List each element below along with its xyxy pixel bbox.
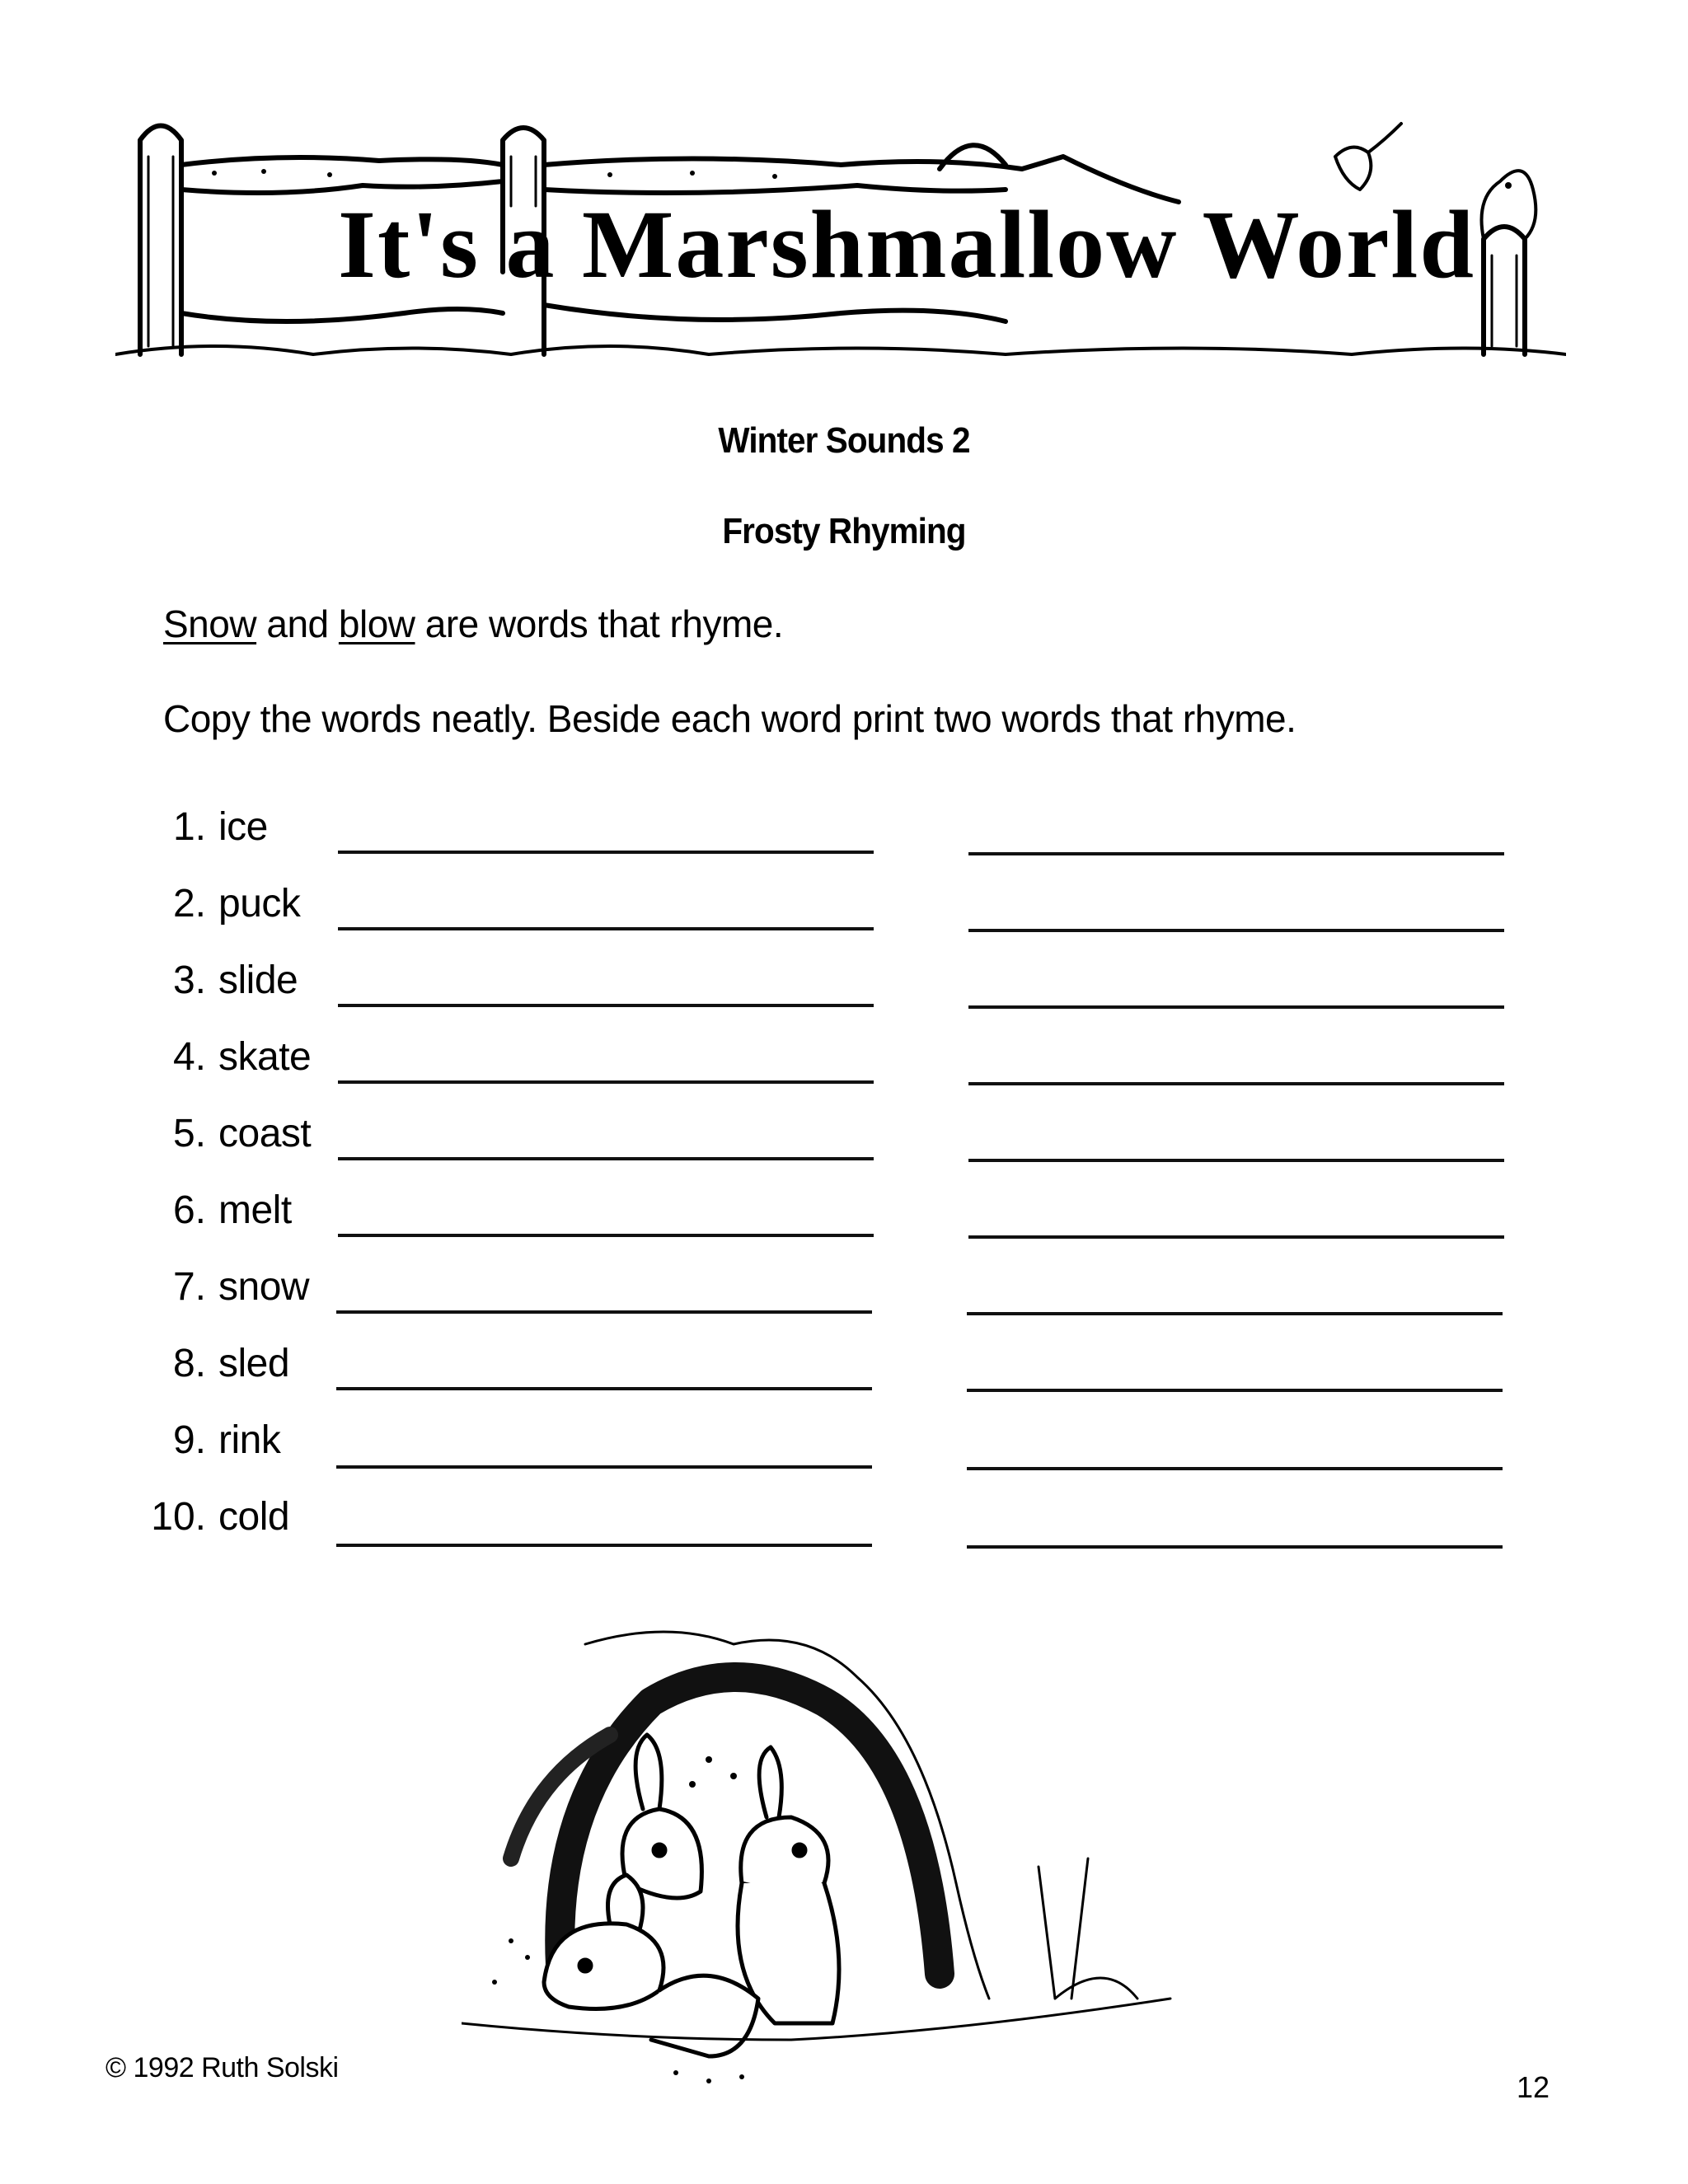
answer-line-copy[interactable]	[338, 1234, 874, 1237]
answer-line-copy[interactable]	[338, 1080, 874, 1084]
answer-line-rhymes[interactable]	[968, 1159, 1504, 1162]
answer-line-rhymes[interactable]	[967, 1545, 1503, 1549]
item-word: sled	[218, 1342, 290, 1385]
banner-title: It's a Marshmallow World	[338, 190, 1475, 298]
item-number: 8.	[172, 1342, 206, 1385]
item-number: 5.	[172, 1112, 206, 1155]
answer-line-rhymes[interactable]	[968, 1005, 1504, 1009]
item-number: 9.	[172, 1418, 206, 1462]
answer-line-copy[interactable]	[336, 1387, 872, 1390]
item-number: 4.	[172, 1035, 206, 1079]
exercise-row	[0, 1188, 1688, 1249]
answer-line-copy[interactable]	[338, 851, 874, 854]
item-number: 3.	[172, 958, 206, 1002]
item-number: 1.	[172, 805, 206, 849]
item-word: skate	[218, 1035, 312, 1079]
item-word: snow	[218, 1265, 310, 1309]
example-word-blow: blow	[338, 602, 415, 645]
answer-line-copy[interactable]	[338, 1157, 874, 1160]
answer-line-rhymes[interactable]	[968, 1235, 1504, 1239]
exercise-row	[0, 958, 1688, 1019]
item-number: 6.	[172, 1188, 206, 1232]
copyright-notice: © 1992 Ruth Solski	[106, 2052, 339, 2083]
answer-line-rhymes[interactable]	[967, 1312, 1503, 1315]
item-word: melt	[218, 1188, 292, 1232]
answer-line-copy[interactable]	[336, 1465, 872, 1469]
exercise-row	[0, 1265, 1688, 1325]
exercise-row	[0, 1497, 1688, 1555]
exercise-row	[0, 1418, 1688, 1479]
item-word: coast	[218, 1112, 312, 1155]
answer-line-rhymes[interactable]	[968, 1082, 1504, 1085]
answer-line-copy[interactable]	[338, 1004, 874, 1007]
answer-line-rhymes[interactable]	[967, 1389, 1503, 1392]
exercise-row	[0, 1035, 1688, 1095]
item-word: slide	[218, 958, 298, 1002]
answer-line-rhymes[interactable]	[968, 929, 1504, 932]
exercise-row	[0, 1114, 1688, 1172]
answer-line-rhymes[interactable]	[968, 852, 1504, 855]
example-and: and	[266, 602, 329, 645]
answer-line-copy[interactable]	[336, 1310, 872, 1314]
answer-line-rhymes[interactable]	[967, 1467, 1503, 1470]
rhyme-example-sentence	[163, 602, 783, 646]
item-word: cold	[218, 1495, 290, 1539]
answer-line-copy[interactable]	[336, 1544, 872, 1547]
rabbits-illustration	[462, 1611, 1319, 2106]
item-number: 10.	[151, 1495, 206, 1539]
exercise-row	[0, 1344, 1688, 1402]
answer-line-copy[interactable]	[338, 927, 874, 930]
item-word: ice	[218, 805, 268, 849]
exercise-row	[0, 884, 1688, 942]
item-number: 7.	[172, 1265, 206, 1309]
example-rest: are words that rhyme.	[424, 602, 784, 645]
item-word: rink	[218, 1418, 281, 1462]
rabbits-in-burrow-icon	[462, 1611, 1319, 2106]
item-number: 2.	[172, 882, 206, 926]
title-banner	[115, 107, 1566, 371]
section-title: Winter Sounds 2	[718, 420, 970, 461]
item-word: puck	[218, 882, 301, 926]
example-word-snow: Snow	[163, 602, 257, 645]
activity-title: Frosty Rhyming	[722, 511, 966, 551]
exercise-row	[0, 805, 1688, 865]
page-number: 12	[1517, 2070, 1550, 2104]
directions-text: Copy the words neatly. Beside each word print two words that rhyme.	[163, 697, 1296, 740]
